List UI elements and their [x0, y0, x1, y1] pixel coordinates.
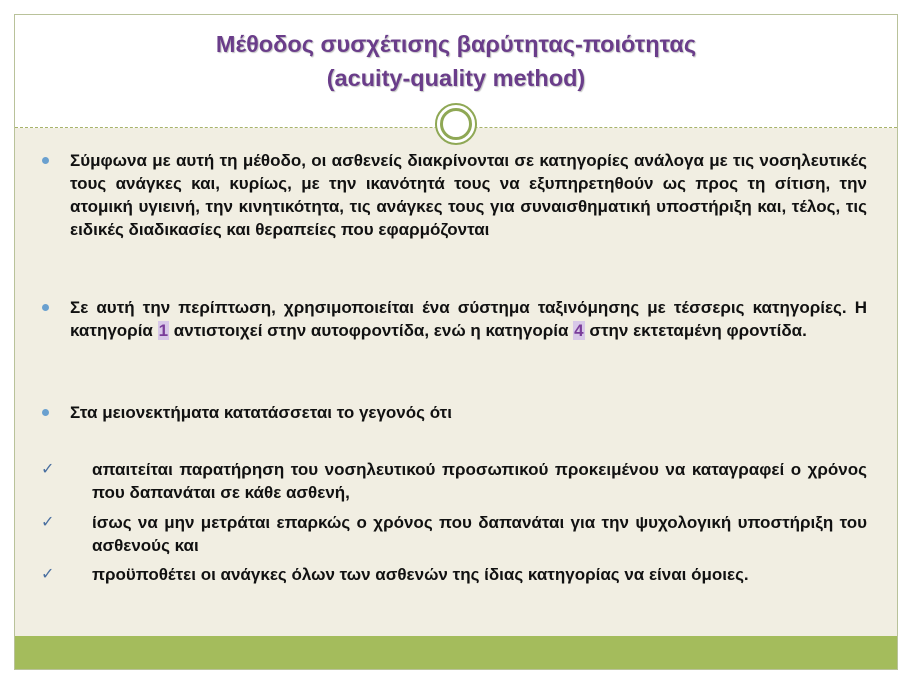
bullet-text-2 [70, 296, 867, 342]
decorative-ring-icon [435, 103, 477, 145]
check-text-3: προϋποθέτει οι ανάγκες όλων των ασθενών της ίδιας κατηγορίας να είναι όμοιες. [92, 565, 749, 584]
title-line-1: Μέθοδος συσχέτισης βαρύτητας-ποιότητας [215, 31, 697, 57]
checkmark-icon: ✓ [41, 514, 55, 531]
round-bullet-icon [42, 304, 49, 311]
footer-bar [15, 636, 897, 669]
slide [14, 14, 898, 670]
bullet-text-2-part2: αντιστοιχεί στην αυτοφροντίδα, ενώ η κατηγορία [169, 321, 574, 340]
bullet-text-1: Σύμφωνα με αυτή τη μέθοδο, οι ασθενείς διακρίνονται σε κατηγορίες ανάλογα με τις νοσηλευτικές τους ανάγκες και, κυρίως, με την ικανότητά τους να εξυπηρετηθούν ως προς τη σίτιση, την ατομική υγιεινή, την κινητικότητα, τις ανάγκες τους για συναισθηματική υποστήριξη και, τέλος, τις ειδικές διαδικασίες και θεραπείες που εφαρμόζονται [70, 151, 867, 239]
bullet-text-2-part1: Σε αυτή την περίπτωση, χρησιμοποιείται ένα σύστημα ταξινόμησης με τέσσερις κατηγορίες. Η κατηγορία [70, 298, 867, 340]
title-line-2: (acuity-quality method) [326, 65, 586, 91]
decorative-ring-inner [440, 108, 472, 140]
checkmark-icon: ✓ [41, 461, 55, 478]
check-text-1: απαιτείται παρατήρηση του νοσηλευτικού προσωπικού προκειμένου να καταγραφεί ο χρόνος που δαπανάται σε κάθε ασθενή, [92, 460, 867, 502]
slide-title [15, 27, 897, 95]
category-number-1: 1 [158, 321, 169, 340]
check-text-2: ίσως να μην μετράται επαρκώς ο χρόνος που δαπανάται για την ψυχολογική υποστήριξη του ασθενούς και [92, 513, 867, 555]
round-bullet-icon [42, 157, 49, 164]
checkmark-icon: ✓ [41, 566, 55, 583]
bullet-text-3: Στα μειονεκτήματα κατατάσσεται το γεγονός ότι [70, 403, 452, 422]
bullet-text-2-part3: στην εκτεταμένη φροντίδα. [584, 321, 807, 340]
category-number-4: 4 [574, 321, 584, 340]
round-bullet-icon [42, 409, 49, 416]
